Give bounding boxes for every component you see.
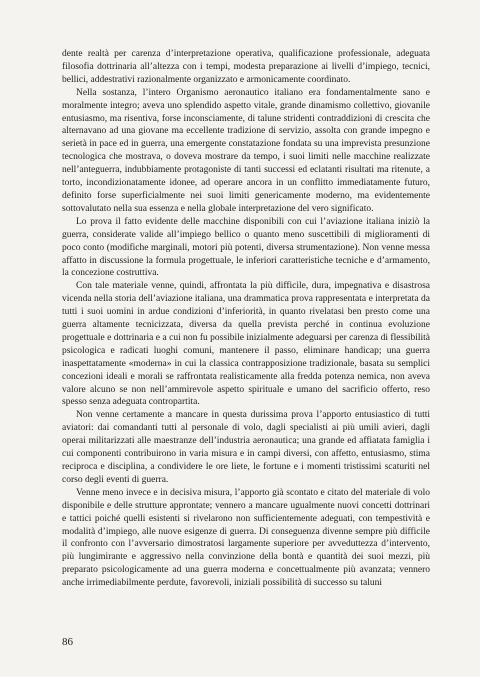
- body-text: [62, 48, 430, 590]
- paragraph: Con tale materiale venne, quindi, affrontata la più difficile, dura, impegnativa e disastrosa vicenda nella storia dell’aviazione italiana, una drammatica prova rappresentata e interpretata da tutti i suoi uomini in ardue condizioni d’inferiorità, in quanto rivelatasi ben presto come una guerra altamente tecnicizzata, diversa da quella prevista perché in continua evoluzione progettuale e dottrinaria e a cui non fu possibile inizialmente adeguarsi per carenza di flessibilità psicologica e radicati luoghi comuni, mantenere il passo, eliminare handicap; una guerra inaspettatamente «moderna» in cui la classica contrapposizione tradizionale, basata su semplici concezioni ideali e morali se raffrontata realisticamente alla fredda potenza nemica, non aveva valore alcuno se non nell’ammirevole aspetto spirituale e umano del sacrificio offerto, reso spesso senza adeguata contropartita.: [62, 281, 430, 408]
- paragraph: Lo prova il fatto evidente delle macchine disponibili con cui l’aviazione italiana iniziò la guerra, considerate valide all’impiego bellico o quanto meno suscettibili di miglioramenti di poco conto (modifiche marginali, motori più potenti, diversa strumentazione). Non venne messa affatto in discussione la formula progettuale, le inferiori caratteristiche tecniche e d’armamento, la concezione costruttiva.: [62, 216, 430, 279]
- paragraph: Nella sostanza, l’intero Organismo aeronautico italiano era fondamentalmente sano e moralmente integro; aveva uno splendido aspetto vitale, grande dinamismo collettivo, giovanile entusiasmo, ma risentiva, forse inconsciamente, di talune stridenti contraddizioni di crescita che alternavano ad una giovane ma eccellente tradizione di servizio, assolta con grande impegno e serietà in pace ed in guerra, una emergente constatazione fondata su una imprevista presunzione tecnologica che mostrava, o doveva mostrare da tempo, i suoi limiti nelle macchine realizzate nell’anteguerra, indubbiamente protagoniste di tanti successi ed eclatanti risultati ma ritenute, a torto, incondizionatamente idonee, ad operare ancora in un conflitto immediatamente futuro, definito forse superficialmente nei suoi limiti genericamente moderno, ma evidentemente sottovalutato nella sua essenza e nella globale interpretazione del vero significato.: [62, 87, 430, 214]
- paragraph: Venne meno invece e in decisiva misura, l’apporto già scontato e citato del materiale di volo disponibile e delle strutture approntate; vennero a mancare ugualmente nuovi concetti dottrinari e tattici poiché quelli esistenti si rivelarono non sufficientemente adeguati, con tempestività e modalità d’impiego, alle nuove esigenze di guerra. Di conseguenza divenne sempre più difficile il confronto con l’avversario dimostratosi largamente superiore per avveduttezza d’intervento, più lungimirante e aggressivo nella convinzione della bontà e quantità dei suoi mezzi, più preparato psicologicamente ad una guerra moderna e concettualmente più avanzata; vennero anche irrimediabilmente perdute, favorevoli, iniziali possibilità di successo su taluni: [62, 487, 430, 589]
- paragraph: dente realtà per carenza d’interpretazione operativa, qualificazione professionale, adeguata filosofia dottrinaria all’altezza con i tempi, modesta preparazione ai livelli d’impiego, tecnici, bellici, addestrativi razionalmente organizzato e armonicamente coordinato.: [62, 49, 430, 85]
- paragraph: Non venne certamente a mancare in questa durissima prova l’apporto entusiastico di tutti aviatori: dai comandanti tutti al personale di volo, dagli specialisti ai più umili avieri, dagli operai militarizzati alle maestranze dell’industria aeronautica; una grande ed affiatata famiglia i cui componenti contribuirono in varia misura e in campi diversi, con affetto, entusiasmo, stima reciproca e disciplina, a condividere le ore liete, le fortune e i momenti tristissimi scaturiti nel corso degli eventi di guerra.: [62, 410, 430, 485]
- page-number: 86: [62, 636, 73, 648]
